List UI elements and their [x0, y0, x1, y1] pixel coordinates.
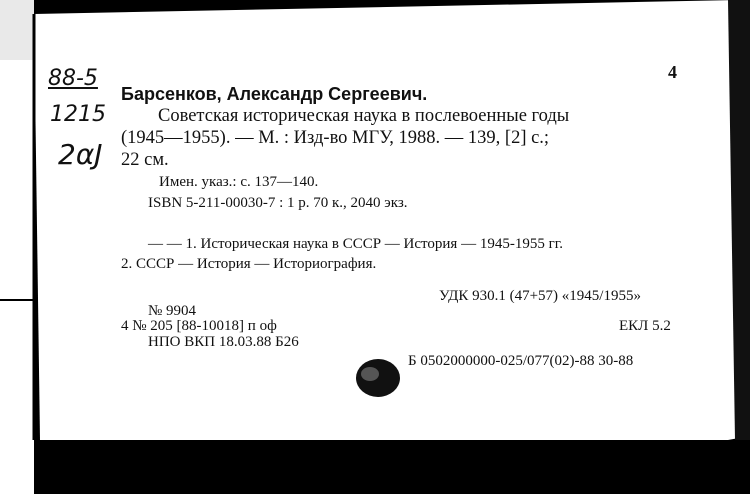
udk: УДК 930.1 (47+57) «1945/1955»: [439, 288, 641, 304]
title-line-1: Советская историческая наука в послевоенные годы: [158, 106, 570, 126]
author: Барсенков, Александр Сергеевич.: [121, 84, 428, 104]
handwritten-call-top: 88-5: [48, 66, 98, 91]
index-note: Имен. указ.: с. 137—140.: [159, 174, 319, 190]
punch-hole: [356, 359, 400, 397]
title-line-3: 22 см.: [121, 150, 169, 170]
title-line-2: (1945—1955). — М. : Изд-во МГУ, 1988. — 139, [2] с.;: [121, 128, 550, 148]
print-info: 4 № 205 [88-10018] п оф: [121, 318, 277, 334]
bottom-shadow: [34, 440, 750, 494]
page-number: 4: [668, 62, 677, 82]
handwritten-scribble: 2αJ: [58, 138, 103, 171]
isbn-line: ISBN 5-211-00030-7 : 1 р. 70 к., 2040 экз.: [148, 195, 408, 211]
left-margin-strip: [0, 0, 34, 494]
npo-line: НПО ВКП 18.03.88 Б26: [148, 334, 299, 350]
order-number: № 9904: [148, 303, 197, 319]
ekl: ЕКЛ 5.2: [619, 318, 671, 334]
handwritten-call-bottom: 1215: [50, 102, 106, 127]
subjects-line-1: — — 1. Историческая наука в СССР — История — 1945-1955 гг.: [148, 236, 563, 252]
subjects-line-2: 2. СССР — История — Историография.: [121, 256, 377, 272]
code-line: Б 0502000000-025/077(02)-88 30-88: [408, 353, 634, 369]
